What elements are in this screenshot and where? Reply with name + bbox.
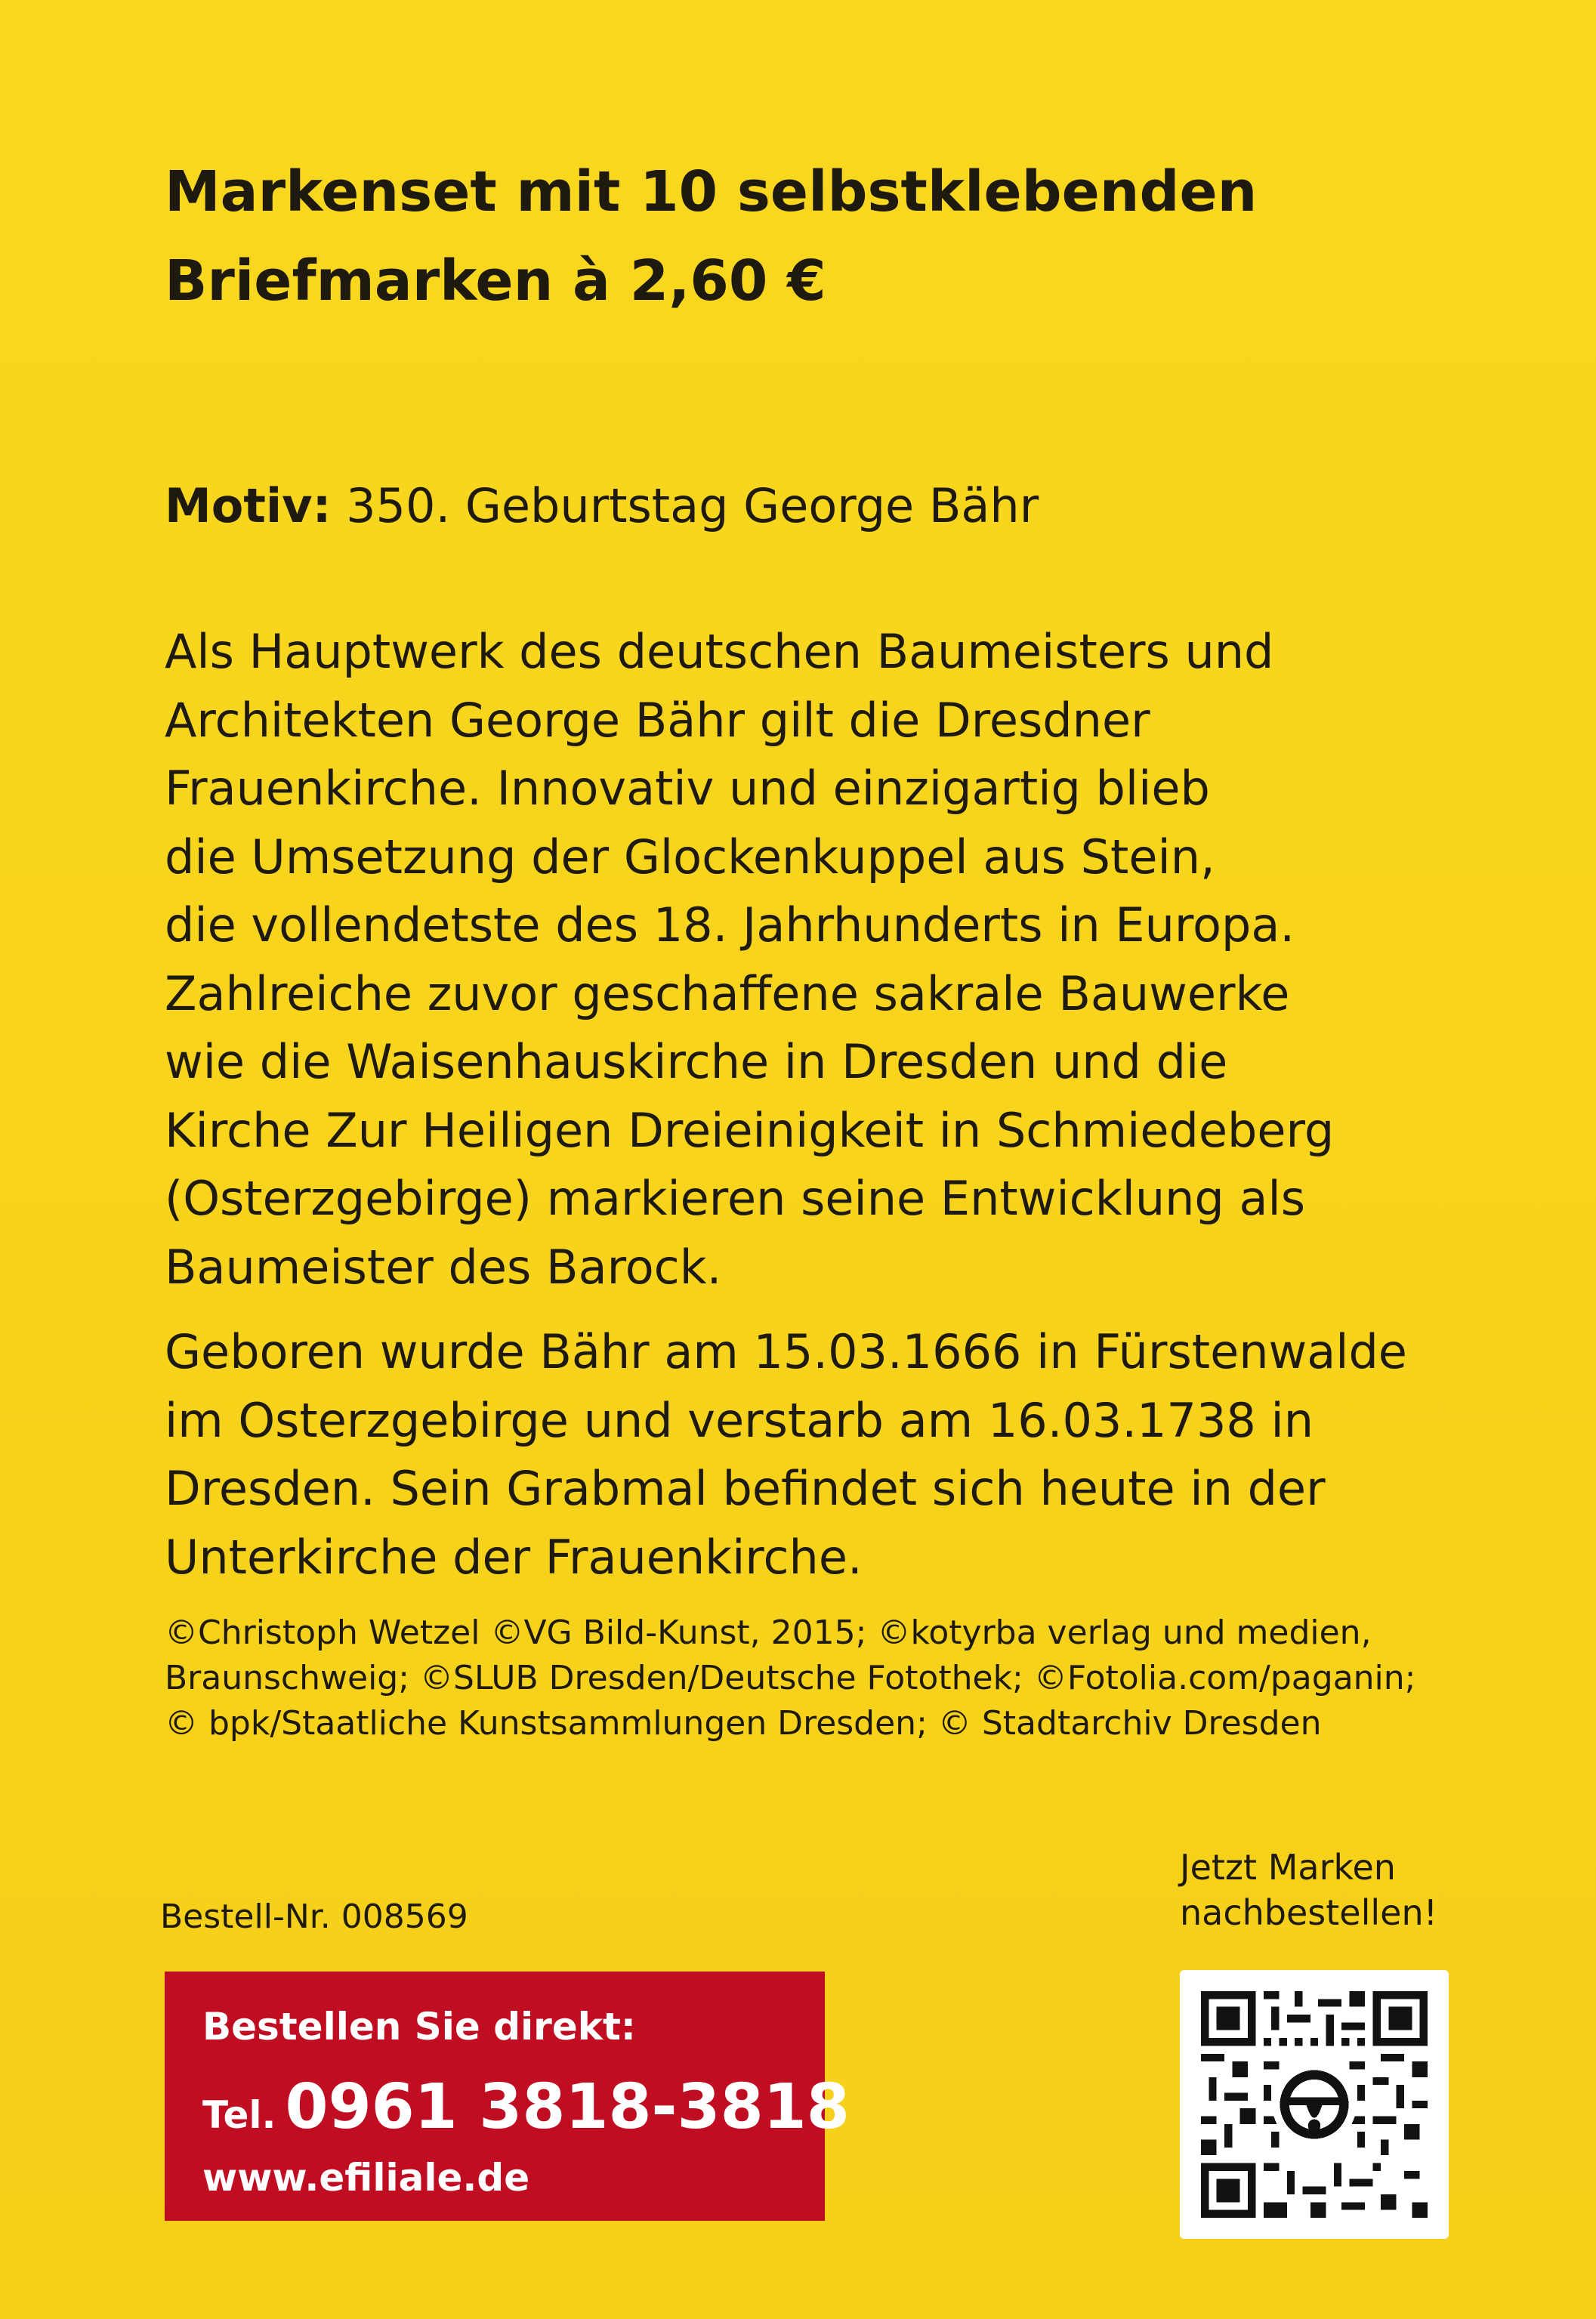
order-phone[interactable]: [202, 2071, 850, 2143]
motif-label: Motiv:: [165, 478, 332, 533]
description-paragraph-2: Geboren wurde Bähr am 15.03.1666 in Fürstenwalde im Osterzgebirge und verstarb am 16.03.1738 in Dresden. Sein Grabmal befindet sich heute in der Unterkirche der Frauenkirche.: [165, 1324, 1407, 1585]
qr-code[interactable]: [1180, 1970, 1449, 2239]
motif-line: [165, 472, 1524, 540]
reorder-caption: Jetzt Marken nachbestellen!: [1180, 1847, 1438, 1933]
order-box: [165, 1972, 850, 2221]
image-credits: ©Christoph Wetzel ©VG Bild-Kunst, 2015; ©kotyrba verlag und medien, Braunschweig; ©SLUB Dresden/Deutsche Fotothek; ©Fotolia.com/paganin; © bpk/Staatliche Kunstsammlungen Dresden; © Stadtarchiv Dresden: [165, 1613, 1416, 1743]
motif-value: 350. Geburtstag George Bähr: [346, 478, 1039, 533]
qr-code-icon: [1201, 1991, 1428, 2218]
title-line-1: Markenset mit 10 selbstklebenden: [165, 159, 1258, 224]
description-paragraph-1: Als Hauptwerk des deutschen Baumeisters und Architekten George Bähr gilt die Dresdner Frauenkirche. Innovativ und einzigartig blieb die Umsetzung der Glockenkuppel aus Stein, die vollendetste des 18. Jahrhunderts in Europa. Zahlreiche zuvor geschaffene sakrale Bauwerke wie die Waisenhauskirche in Dresden und die Kirche Zur Heiligen Dreieinigkeit in Schmiedeberg (Osterzgebirge) markieren seine Entwicklung als Baumeister des Barock.: [165, 624, 1335, 1295]
order-heading: Bestellen Sie direkt:: [202, 2005, 636, 2049]
phone-number: 0961 3818-3818: [285, 2071, 850, 2143]
phone-label: Tel.: [202, 2093, 276, 2137]
title-line-2: Briefmarken à 2,60 €: [165, 249, 826, 313]
order-website-link[interactable]: www.efiliale.de: [202, 2156, 530, 2200]
order-number: Bestell-Nr. 008569: [160, 1898, 468, 1936]
page-title: [165, 147, 1449, 326]
